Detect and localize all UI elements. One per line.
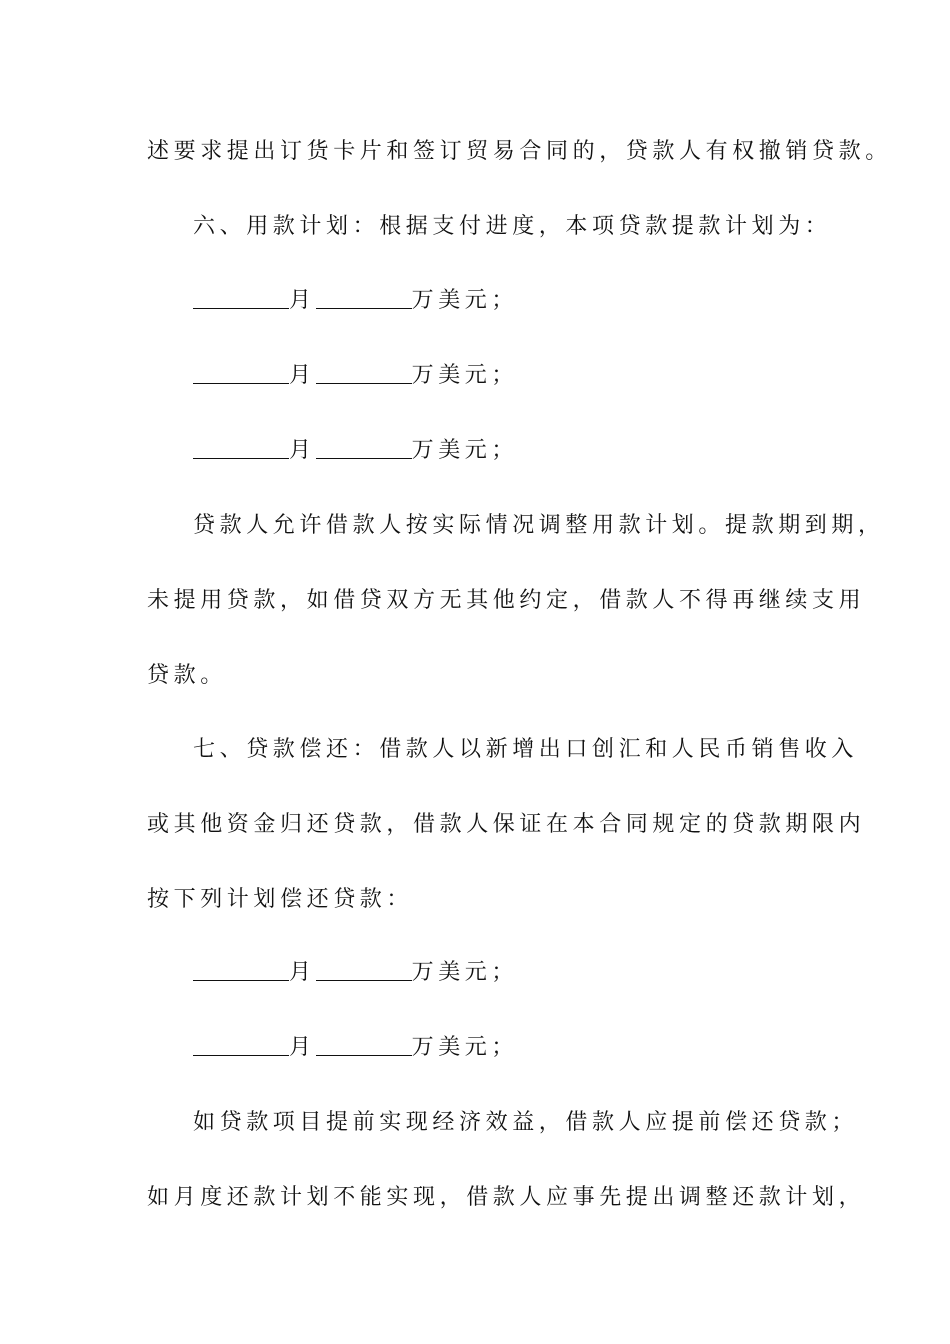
- month-blank[interactable]: [193, 1035, 289, 1056]
- paragraph-line: 未提用贷款，如借贷双方无其他约定，借款人不得再继续支用: [147, 588, 866, 613]
- month-label: 月: [289, 288, 316, 313]
- month-blank[interactable]: [193, 363, 289, 384]
- amount-label: 万美元；: [411, 288, 519, 313]
- amount-blank[interactable]: [316, 1035, 412, 1056]
- section-six-heading: 六、用款计划：根据支付进度，本项贷款提款计划为：: [193, 214, 832, 239]
- month-blank[interactable]: [193, 960, 289, 981]
- month-label: 月: [289, 1035, 316, 1060]
- paragraph-line: 或其他资金归还贷款，借款人保证在本合同规定的贷款期限内: [147, 812, 866, 837]
- amount-blank[interactable]: [316, 363, 412, 384]
- month-label: 月: [289, 438, 316, 463]
- amount-label: 万美元；: [411, 438, 519, 463]
- withdrawal-schedule-row: [193, 436, 873, 466]
- section-seven-heading: 七、贷款偿还：借款人以新增出口创汇和人民币销售收入: [193, 737, 859, 762]
- paragraph-line: 贷款人允许借款人按实际情况调整用款计划。提款期到期，: [193, 513, 885, 538]
- paragraph-line: 按下列计划偿还贷款：: [147, 887, 414, 912]
- amount-blank[interactable]: [316, 438, 412, 459]
- amount-blank[interactable]: [316, 288, 412, 309]
- month-blank[interactable]: [193, 288, 289, 309]
- amount-label: 万美元；: [411, 363, 519, 388]
- withdrawal-schedule-row: [193, 361, 873, 391]
- paragraph-line: 如贷款项目提前实现经济效益，借款人应提前偿还贷款；: [193, 1110, 859, 1135]
- month-blank[interactable]: [193, 438, 289, 459]
- paragraph-line: 述要求提出订货卡片和签订贸易合同的，贷款人有权撤销贷款。: [147, 139, 892, 164]
- month-label: 月: [289, 363, 316, 388]
- amount-blank[interactable]: [316, 960, 412, 981]
- repayment-schedule-row: [193, 958, 873, 988]
- paragraph-line: 贷款。: [147, 663, 227, 688]
- paragraph-line: 如月度还款计划不能实现，借款人应事先提出调整还款计划，: [147, 1185, 866, 1210]
- withdrawal-schedule-row: [193, 286, 873, 316]
- repayment-schedule-row: [193, 1033, 873, 1063]
- amount-label: 万美元；: [411, 960, 519, 985]
- amount-label: 万美元；: [411, 1035, 519, 1060]
- month-label: 月: [289, 960, 316, 985]
